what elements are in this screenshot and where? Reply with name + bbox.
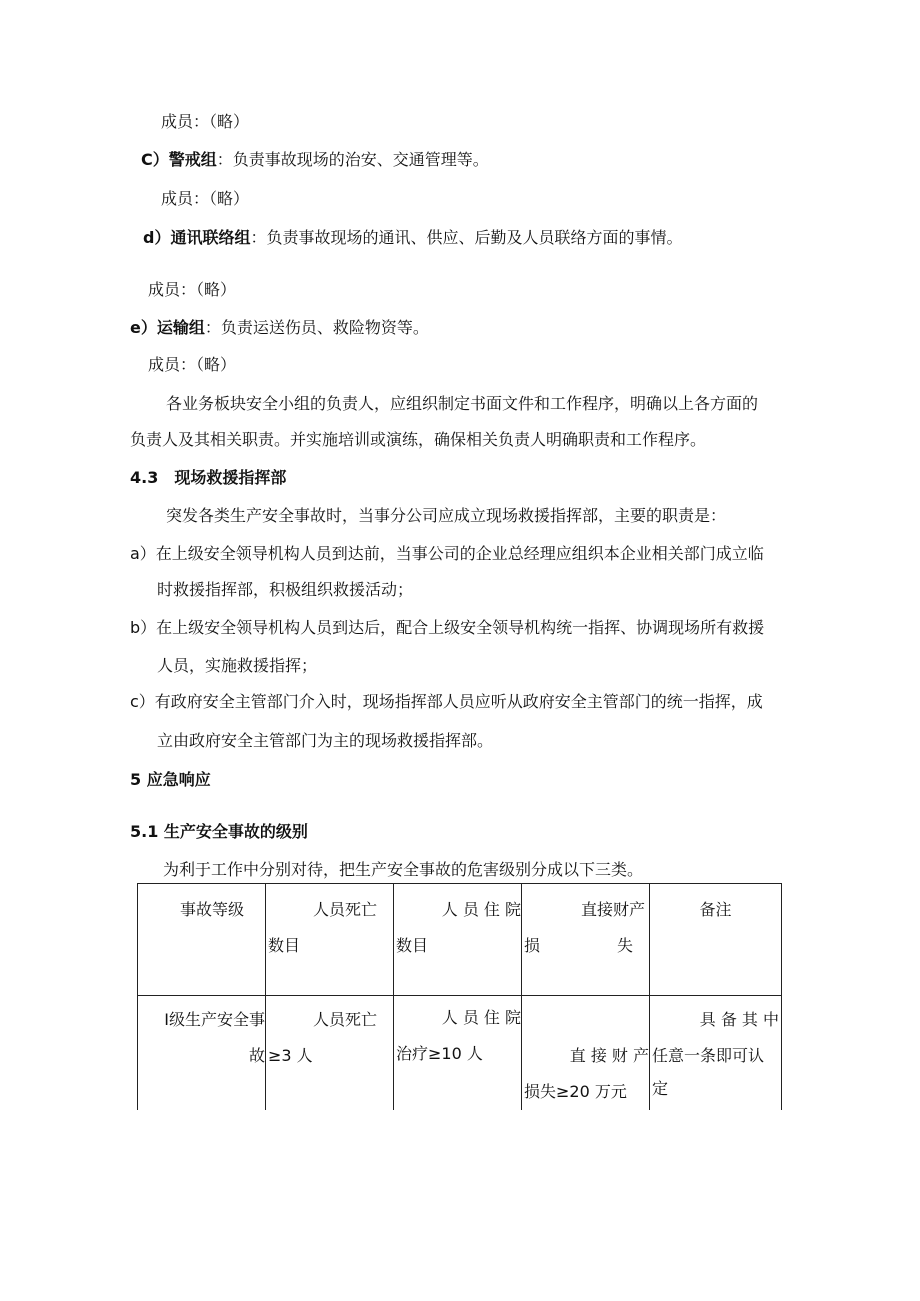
member-line-c: 成员：（略）: [161, 189, 250, 208]
section-4-3-intro: 突发各类生产安全事故时，当事分公司应成立现场救援指挥部，主要的职责是：: [166, 506, 727, 525]
section-5-title: 5 应急响应: [130, 770, 211, 789]
role-c: [141, 150, 489, 170]
member-line-d: 成员：（略）: [148, 280, 237, 299]
role-e-name: 运输组: [156, 318, 205, 337]
role-c-name: 警戒组: [168, 150, 217, 169]
header-property-loss-sun: 损: [524, 936, 541, 955]
role-d-name: 通讯联络组: [170, 228, 251, 247]
table-header-row: [138, 884, 782, 996]
cell-deaths: 人员死亡 ≥3 人: [266, 996, 394, 1111]
role-e-marker: e）: [130, 318, 157, 337]
role-d-marker: d）: [143, 228, 171, 247]
cell-level: Ⅰ级生产安全事 故: [138, 996, 266, 1111]
role-d: [143, 228, 683, 248]
list-item-a-line-1: a）在上级安全领导机构人员到达前，当事公司的企业总经理应组织本企业相关部门成立临: [130, 544, 764, 563]
list-item-b-line-2: 人员，实施救援指挥；: [157, 656, 318, 675]
header-deaths: 人员死亡 数目: [266, 884, 394, 996]
header-remarks: 备注: [650, 884, 782, 996]
list-item-a-line-2: 时救援指挥部，积极组织救援活动；: [157, 580, 414, 599]
list-item-c-line-1: c）有政府安全主管部门介入时，现场指挥部人员应听从政府安全主管部门的统一指挥，成: [130, 692, 763, 711]
accident-level-table: [137, 883, 782, 1110]
role-d-desc: ：负责事故现场的通讯、供应、后勤及人员联络方面的事情。: [250, 228, 683, 247]
header-level: 事故等级: [138, 884, 266, 996]
list-item-c-line-2: 立由政府安全主管部门为主的现场救援指挥部。: [157, 731, 494, 750]
cell-property-loss: 直 接 财 产 损失≥20 万元: [522, 996, 650, 1111]
role-e-desc: ：负责运送伤员、救险物资等。: [204, 318, 429, 337]
member-line-e: 成员：（略）: [148, 355, 237, 374]
cell-hospitalized: 人 员 住 院 治疗≥10 人: [394, 996, 522, 1111]
header-hospitalized: 人 员 住 院 数目: [394, 884, 522, 996]
cell-remarks: 具 备 其 中 任意一条即可认 定: [650, 996, 782, 1111]
member-line-b: 成员：（略）: [161, 112, 250, 131]
section-5-1-title: 5.1 生产安全事故的级别: [130, 822, 308, 841]
header-property-loss-shi: 失: [616, 936, 633, 955]
section-5-1-intro: 为利于工作中分别对待，把生产安全事故的危害级别分成以下三类。: [163, 860, 644, 879]
table-row: [138, 996, 782, 1111]
list-item-b-line-1: b）在上级安全领导机构人员到达后，配合上级安全领导机构统一指挥、协调现场所有救援: [130, 618, 765, 637]
paragraph-line-1: 各业务板块安全小组的负责人，应组织制定书面文件和工作程序，明确以上各方面的: [166, 394, 759, 413]
role-e: [130, 318, 429, 338]
role-c-marker: C）: [141, 150, 169, 169]
section-4-3-title: 4.3 现场救援指挥部: [130, 468, 287, 487]
header-property-loss: 直接财产 损 失: [522, 884, 650, 996]
role-c-desc: ：负责事故现场的治安、交通管理等。: [216, 150, 489, 169]
paragraph-line-2: 负责人及其相关职责。并实施培训或演练，确保相关负责人明确职责和工作程序。: [130, 430, 707, 449]
